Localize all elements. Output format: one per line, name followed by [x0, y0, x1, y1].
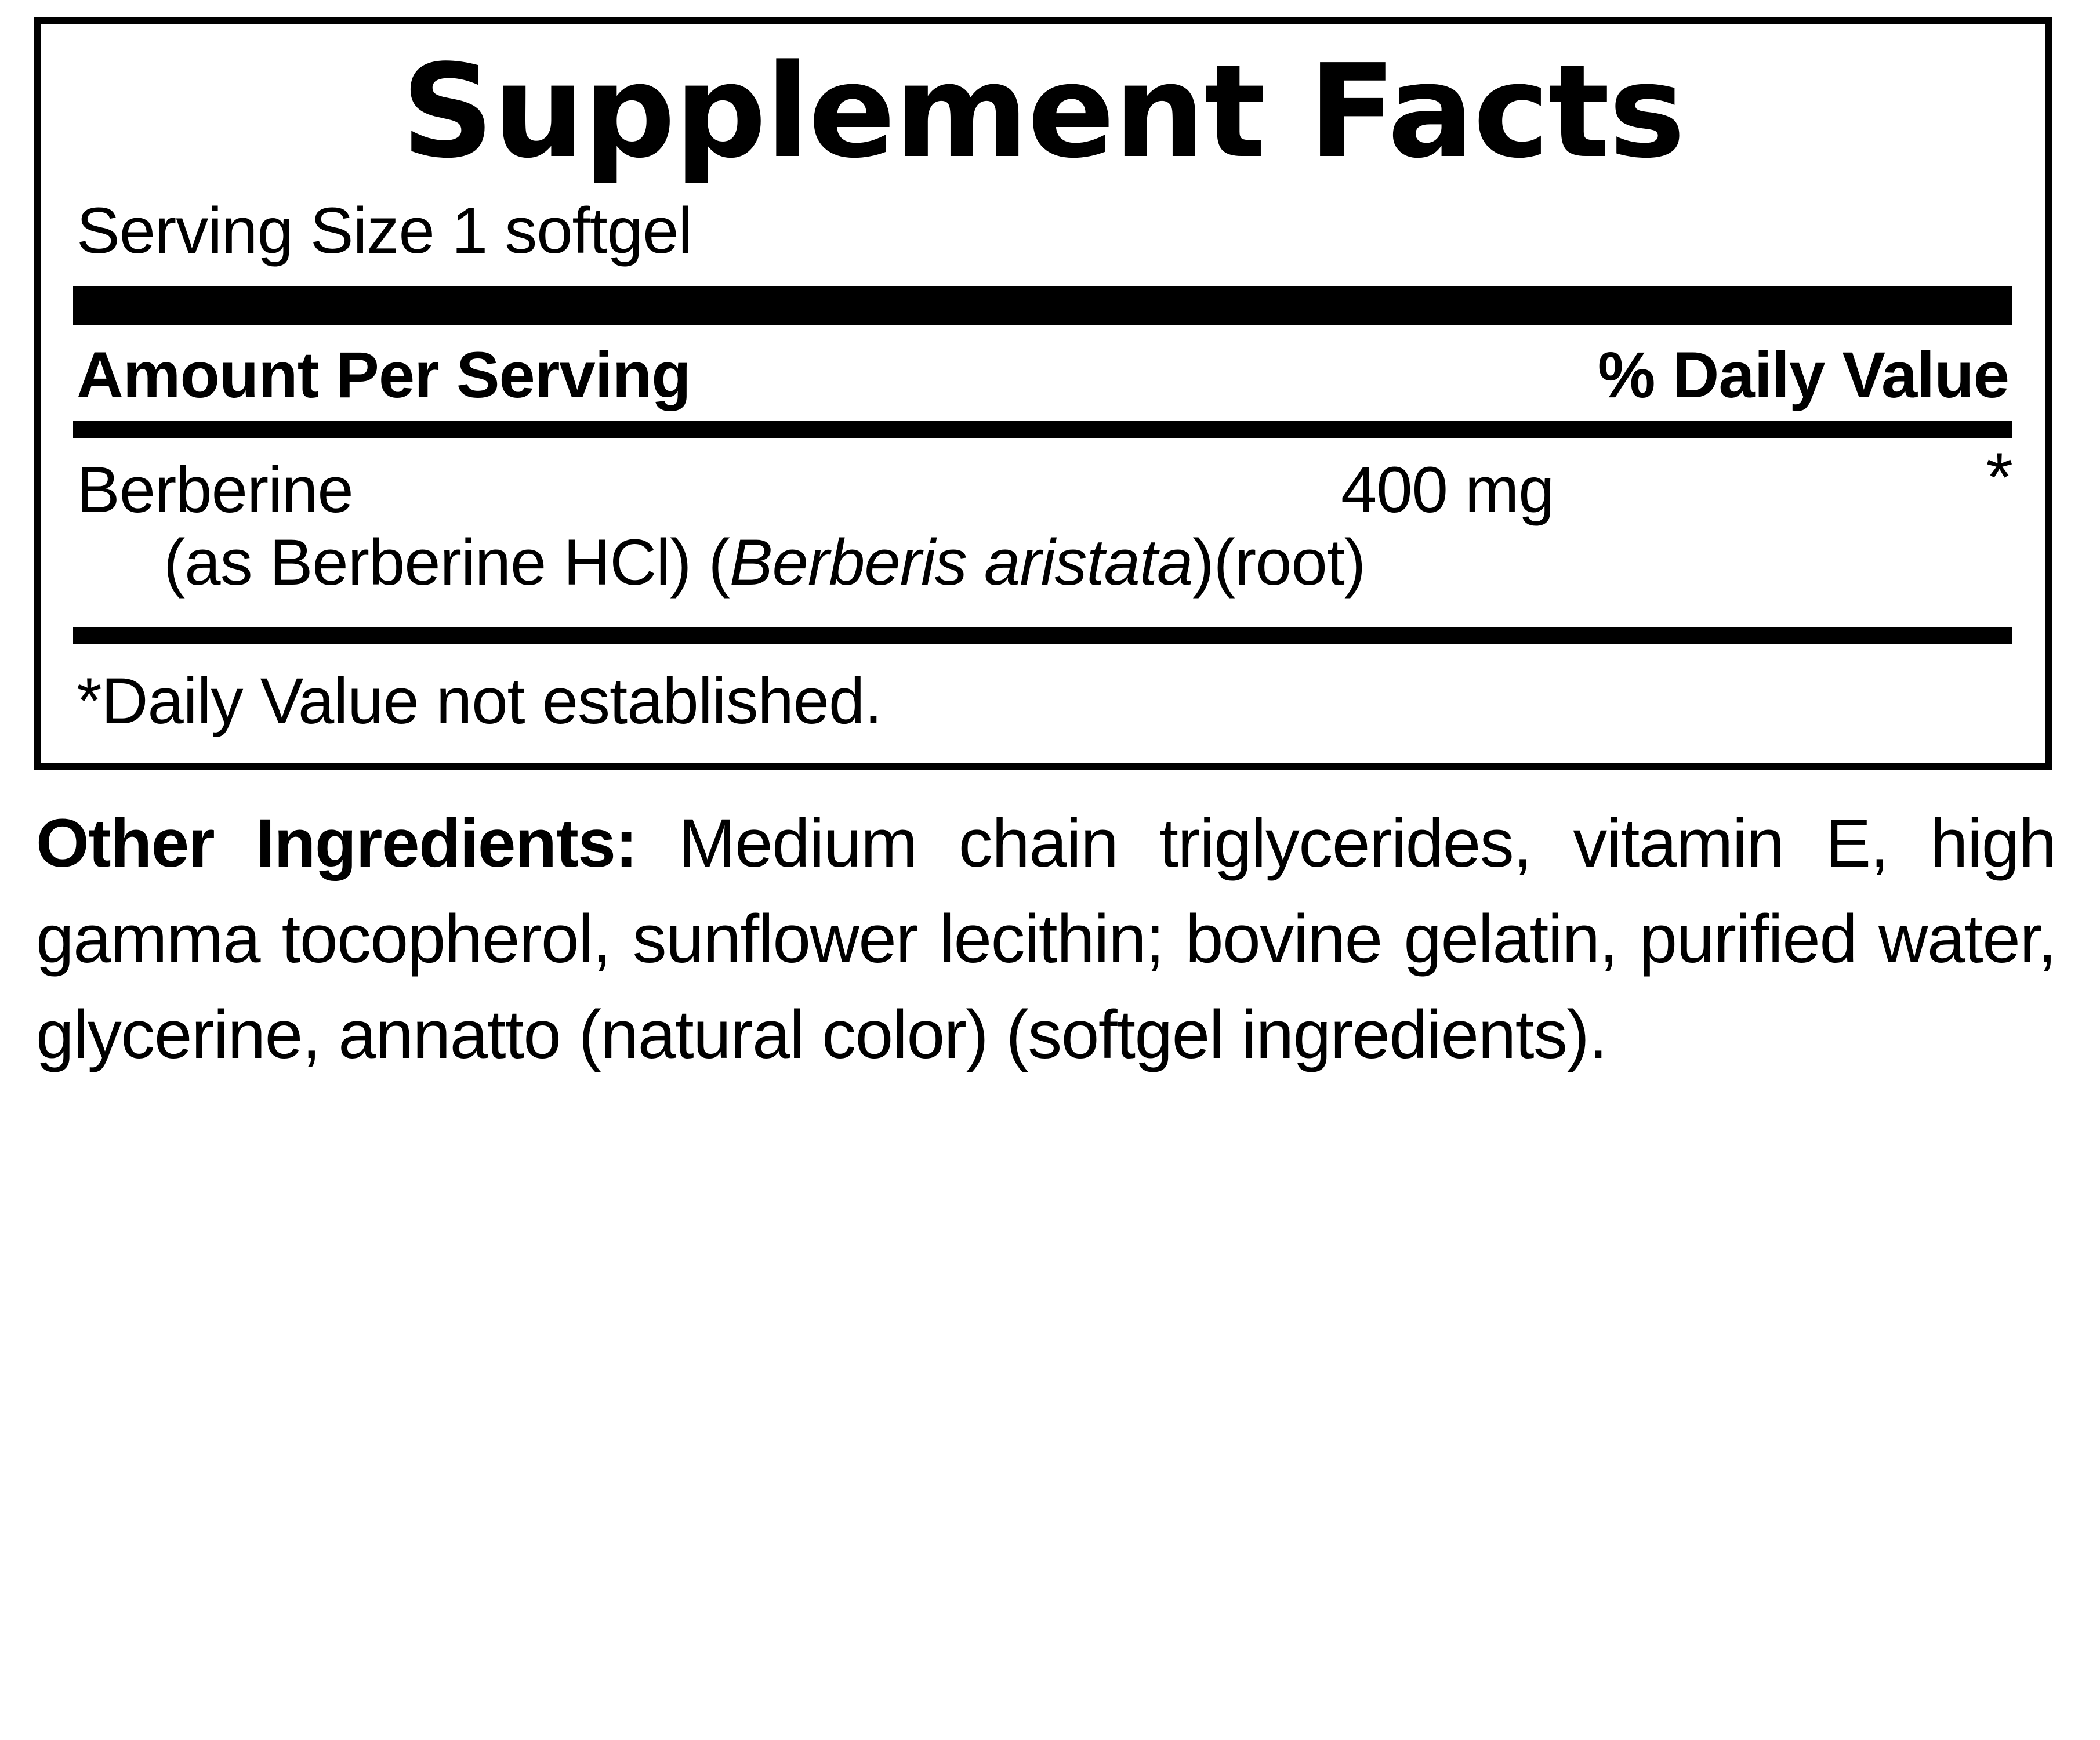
divider-medium-under-header	[73, 421, 2012, 438]
nutrient-name: Berberine	[77, 454, 353, 527]
table-row	[73, 438, 2012, 604]
nutrient-source-prefix: (as Berberine HCl) (	[164, 526, 730, 599]
daily-value-header: % Daily Value	[1597, 339, 2009, 412]
nutrient-amount: 400 mg	[1341, 454, 1554, 527]
divider-medium-bottom	[73, 627, 2012, 644]
table-header-row	[73, 325, 2012, 421]
nutrient-daily-value: *	[1986, 438, 2012, 517]
nutrient-source-suffix: )(root)	[1192, 526, 1366, 599]
other-ingredients-text: Medium chain triglycerides, vitamin E, high gamma tocopherol, sunflower lecithin; bovine gelatin, purified water, glycerine, annatto (natural color) (softgel ingredients).	[36, 804, 2057, 1074]
divider-thick-top	[73, 286, 2012, 325]
other-ingredients-label: Other Ingredients:	[36, 804, 637, 882]
supplement-facts-panel	[34, 17, 2052, 770]
nutrient-source-detail	[77, 526, 2012, 599]
page-title: Supplement Facts	[401, 37, 1685, 187]
nutrient-source-latin-name: Berberis aristata	[729, 526, 1193, 599]
amount-per-serving-header: Amount Per Serving	[77, 339, 691, 412]
spacer	[73, 605, 2012, 627]
daily-value-footnote: *Daily Value not established.	[77, 664, 882, 737]
serving-size-text: Serving Size 1 softgel	[77, 194, 692, 267]
other-ingredients-block	[36, 796, 2056, 1083]
